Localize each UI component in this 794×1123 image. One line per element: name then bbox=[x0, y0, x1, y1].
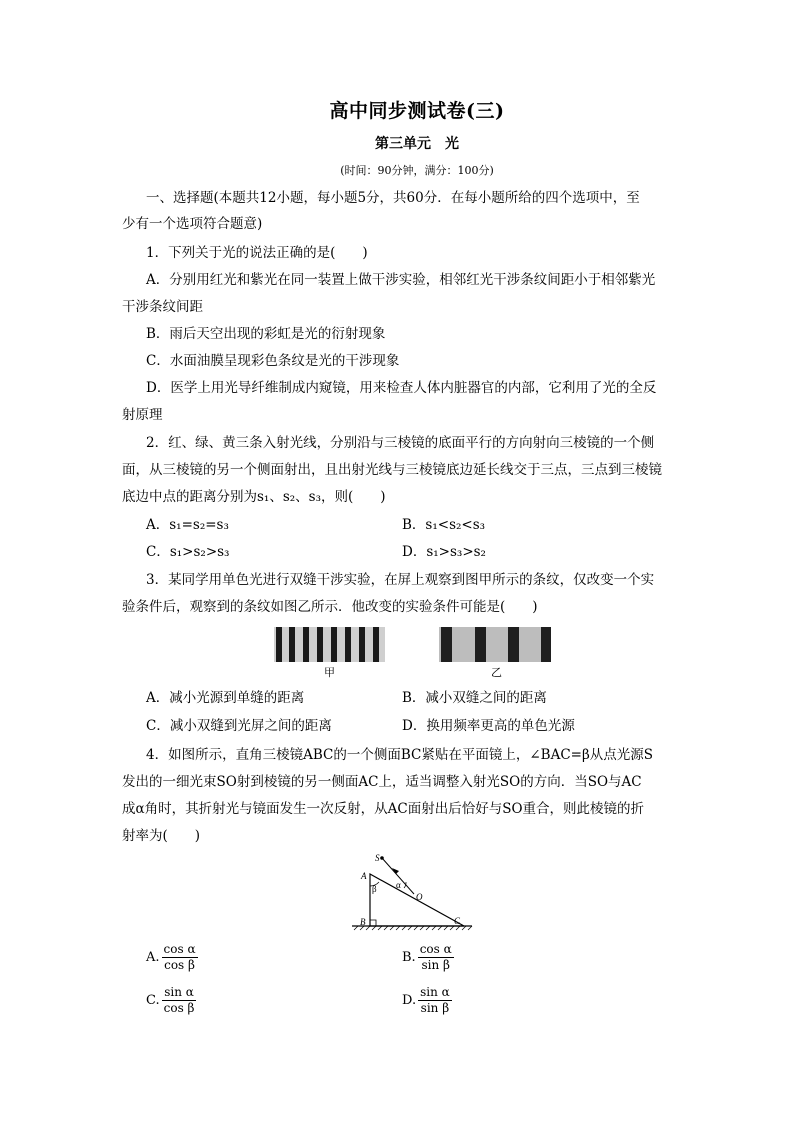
q1-option-b: B．雨后天空出现的彩虹是光的衍射现象 bbox=[146, 326, 386, 342]
fringe-pattern-yi bbox=[439, 627, 551, 662]
q2-stem-2: 面，从三棱镜的另一个侧面射出，且出射光线与三棱镜底边延长线交于三点，三点到三棱镜 bbox=[122, 462, 662, 478]
label-a: A bbox=[361, 871, 367, 881]
label-alpha: α bbox=[396, 880, 401, 890]
fringe-pattern-jia bbox=[274, 627, 385, 662]
label-b: B bbox=[360, 917, 366, 927]
q4-option-a-label: A. bbox=[146, 950, 160, 965]
q1-option-c: C．水面油膜呈现彩色条纹是光的干涉现象 bbox=[146, 353, 400, 369]
q4-option-a bbox=[146, 942, 198, 973]
caption-jia: 甲 bbox=[324, 666, 335, 679]
label-s: S bbox=[375, 853, 380, 863]
q3-option-d: D．换用频率更高的单色光源 bbox=[402, 718, 575, 734]
time-note: (时间：90分钟，满分：100分) bbox=[340, 164, 494, 177]
q4-option-c-den: cos β bbox=[163, 1001, 195, 1015]
prism-diagram bbox=[346, 848, 476, 934]
q4-stem-2: 发出的一细光束SO射到棱镜的另一侧面AC上，适当调整入射光SO的方向．当SO与AC bbox=[122, 774, 642, 790]
q2-option-d: D．s₁>s₃>s₂ bbox=[402, 544, 486, 560]
q3-option-c: C．减小双缝到光屏之间的距离 bbox=[146, 718, 332, 734]
unit-title: 第三单元 光 bbox=[375, 136, 459, 152]
q4-option-c-num: sin α bbox=[164, 985, 194, 999]
q4-option-b-label: B. bbox=[402, 950, 416, 965]
label-c: C bbox=[454, 916, 461, 926]
q3-stem-1: 3．某同学用单色光进行双缝干涉实验，在屏上观察到图甲所示的条纹，仅改变一个实 bbox=[146, 572, 655, 588]
q2-stem-3: 底边中点的距离分别为s₁、s₂、s₃，则( ) bbox=[122, 489, 386, 505]
q4-option-a-num: cos α bbox=[163, 942, 196, 956]
caption-yi: 乙 bbox=[491, 666, 502, 679]
q2-stem-1: 2．红、绿、黄三条入射光线，分别沿与三棱镜的底面平行的方向射向三棱镜的一个侧 bbox=[146, 435, 655, 451]
q1-option-d: D．医学上用光导纤维制成内窥镜，用来检查人体内脏器官的内部，它利用了光的全反 bbox=[146, 380, 657, 396]
q1-option-a: A．分别用红光和紫光在同一装置上做干涉实验，相邻红光干涉条纹间距小于相邻紫光 bbox=[146, 272, 656, 288]
q1-stem: 1．下列关于光的说法正确的是( ) bbox=[146, 245, 368, 261]
q4-option-a-den: cos β bbox=[164, 958, 195, 972]
q2-option-c: C．s₁>s₂>s₃ bbox=[146, 544, 230, 560]
label-o: O bbox=[416, 892, 423, 902]
q3-stem-2: 验条件后，观察到的条纹如图乙所示．他改变的实验条件可能是( ) bbox=[122, 599, 538, 615]
q2-option-b: B．s₁<s₂<s₃ bbox=[402, 517, 486, 533]
page-title: 高中同步测试卷(三) bbox=[329, 100, 505, 122]
q4-option-b-den: sin β bbox=[421, 958, 450, 972]
q4-option-c bbox=[146, 985, 196, 1016]
q4-option-d-den: sin β bbox=[420, 1001, 450, 1015]
q4-option-b bbox=[402, 942, 454, 973]
section-instruction-cont: 少有一个选项符合题意) bbox=[122, 216, 263, 232]
q4-option-c-label: C. bbox=[146, 993, 160, 1008]
q4-option-b-num: cos α bbox=[419, 942, 452, 956]
q4-option-d-label: D. bbox=[402, 993, 417, 1008]
q3-option-a: A．减小光源到单缝的距离 bbox=[146, 690, 305, 706]
q4-stem-1: 4．如图所示，直角三棱镜ABC的一个侧面BC紧贴在平面镜上，∠BAC=β从点光源S bbox=[146, 747, 654, 763]
section-instruction: 一、选择题(本题共12小题，每小题5分，共60分．在每小题所给的四个选项中，至 bbox=[146, 190, 640, 206]
q2-option-a: A．s₁=s₂=s₃ bbox=[146, 517, 229, 533]
q4-option-d-num: sin α bbox=[420, 985, 450, 999]
q4-stem-4: 射率为( ) bbox=[122, 828, 201, 844]
label-beta: β bbox=[372, 884, 377, 894]
q1-option-d-cont: 射原理 bbox=[122, 407, 163, 423]
q3-option-b: B．减小双缝之间的距离 bbox=[402, 690, 547, 706]
q4-option-d bbox=[402, 985, 452, 1016]
q1-option-a-cont: 干涉条纹间距 bbox=[122, 299, 203, 315]
q4-stem-3: 成α角时，其折射光与镜面发生一次反射，从AC面射出后恰好与SO重合，则此棱镜的折 bbox=[122, 801, 645, 817]
